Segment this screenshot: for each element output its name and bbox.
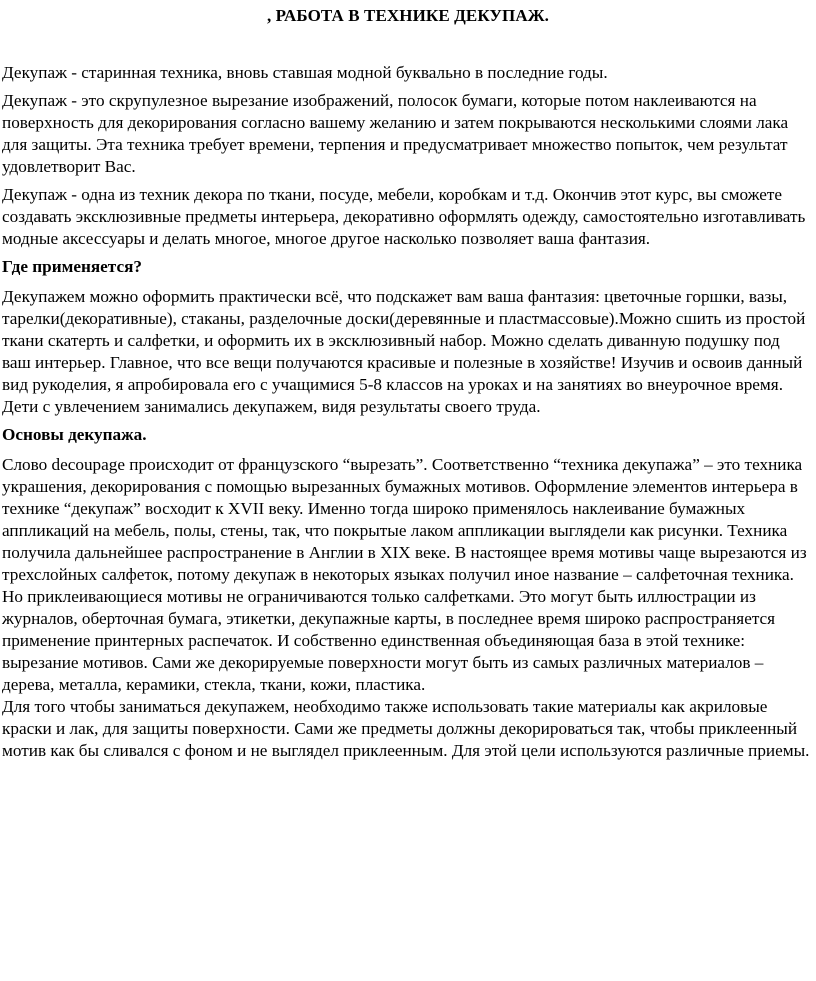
- document-body: [2, 62, 812, 762]
- paragraph-definition: Декупаж - это скрупулезное вырезание изображений, полосок бумаги, которые потом наклеиваются на поверхность для декорирования согласно вашему желанию и затем покрываются несколькими слоями лака для защиты. Эта техника требует времени, терпения и предусматривает множество попыток, чем результат удовлетворит Вас.: [2, 91, 789, 176]
- heading-where-used: Где применяется?: [2, 257, 142, 276]
- paragraph-where-used: Декупажем можно оформить практически всё, что подскажет вам ваша фантазия: цветочные горшки, вазы, тарелки(декоративные), стаканы, разделочные доски(деревянные и пластмассовые).Можно сшить из простой ткани скатерть и салфетки, и оформить их в эксклюзивный набор. Можно сделать диванную подушку под ваш интерьер. Главное, что все вещи получаются красивые и полезные в хозяйстве! Изучив и освоив данный вид рукоделия, я апробировала его с учащимися 5-8 классов на уроках и на занятиях во внеурочное время. Дети с увлечением занимались декупажем, видя результаты своего труда.: [2, 287, 806, 416]
- document-title: , РАБОТА В ТЕХНИКЕ ДЕКУПАЖ.: [266, 6, 549, 25]
- paragraph-basics-history: Слово decoupage происходит от французского “вырезать”. Соответственно “техника декупажа” – это техника украшения, декорирования с помощью вырезанных бумажных мотивов. Оформление элементов интерьера в технике “декупаж” восходит к XVII веку. Именно тогда широко применялось наклеивание бумажных аппликаций на мебель, полы, стены, так, что покрытые лаком аппликации выглядели как рисунки. Техника получила дальнейшее распространение в Англии в XIX веке. В настоящее время мотивы чаще вырезаются из трехслойных салфеток, потому декупаж в некоторых языках получил иное название – салфеточная техника. Но приклеивающиеся мотивы не ограничиваются только салфетками. Это могут быть иллюстрации из журналов, оберточная бумага, этикетки, декупажные карты, в последнее время широко распространяется применение принтерных распечаток. И собственно единственная объединяющая база в этой технике: вырезание мотивов. Сами же декорируемые поверхности могут быть из самых различных материалов – дерева, металла, керамики, стекла, ткани, кожи, пластика.: [2, 455, 807, 694]
- paragraph-intro: Декупаж - старинная техника, вновь ставшая модной буквально в последние годы.: [2, 63, 608, 82]
- paragraph-basics-materials: Для того чтобы заниматься декупажем, необходимо также использовать такие материалы как акриловые краски и лак, для защиты поверхности. Сами же предметы должны декорироваться так, чтобы приклеенный мотив как бы сливался с фоном и не выглядел приклеенным. Для этой цели используются различные приемы.: [2, 697, 810, 760]
- heading-basics: Основы декупажа.: [2, 425, 147, 444]
- paragraph-techniques: Декупаж - одна из техник декора по ткани, посуде, мебели, коробкам и т.д. Окончив этот курс, вы сможете создавать эксклюзивные предметы интерьера, декоративно оформлять одежду, самостоятельно изготавливать модные аксессуары и делать многое, многое другое насколько позволяет ваша фантазия.: [2, 185, 806, 248]
